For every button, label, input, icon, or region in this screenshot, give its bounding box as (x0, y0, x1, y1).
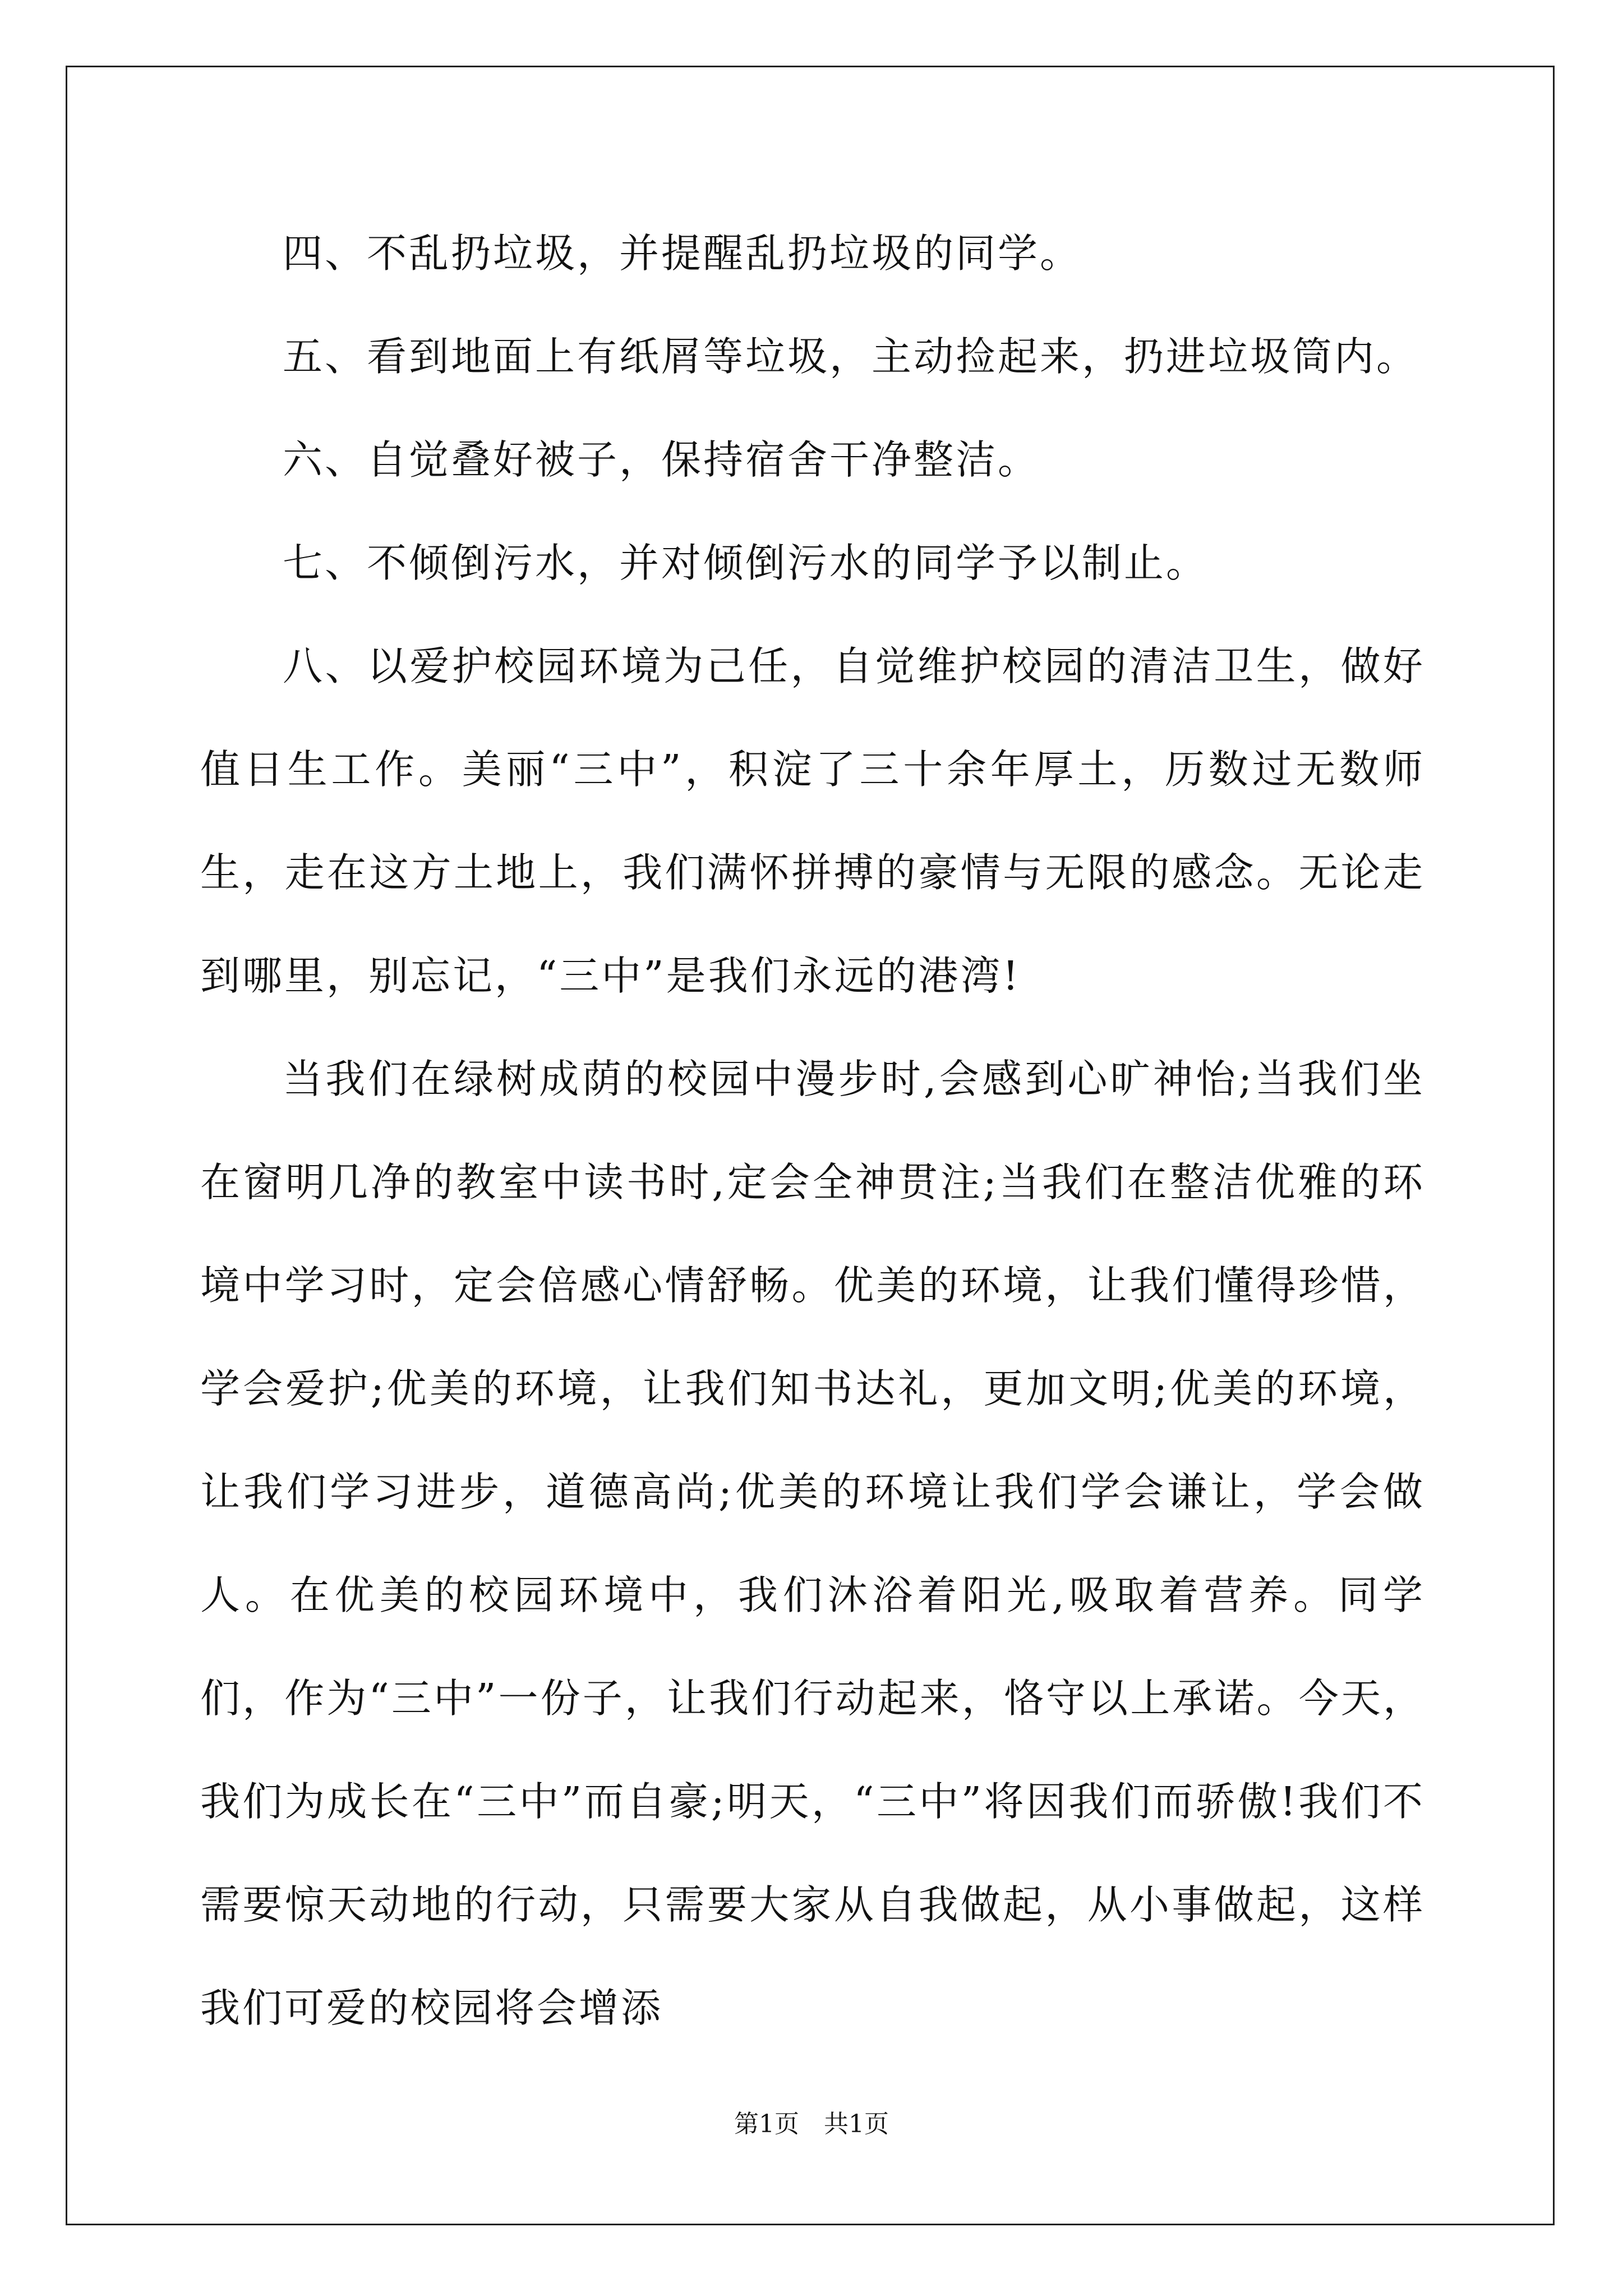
document-body (200, 202, 1425, 2098)
paragraph-rule-4: 四、不乱扔垃圾，并提醒乱扔垃圾的同学。 (283, 230, 1082, 277)
paragraph-closing: 当我们在绿树成荫的校园中漫步时,会感到心旷神怡;当我们坐在窗明几净的教室中读书时,定会全神贯注;当我们在整洁优雅的环境中学习时，定会倍感心情舒畅。优美的环境，让我们懂得珍惜，学会爱护;优美的环境，让我们知书达礼，更加文明;优美的环境，让我们学习进步，道德高尚;优美的环境让我们学会谦让，学会做人。在优美的校园环境中，我们沐浴着阳光,吸取着营养。同学们，作为“三中”一份子，让我们行动起来，恪守以上承诺。今天，我们为成长在“三中”而自豪;明天，“三中”将因我们而骄傲!我们不需要惊天动地的行动，只需要大家从自我做起，从小事做起，这样我们可爱的校园将会增添 (200, 1056, 1425, 2031)
paragraph-rule-7: 七、不倾倒污水，并对倾倒污水的同学予以制止。 (283, 540, 1209, 586)
paragraph-rule-8: 八、以爱护校园环境为己任，自觉维护校园的清洁卫生，做好值日生工作。美丽“三中”，积淀了三十余年厚土，历数过无数师生，走在这方土地上，我们满怀拼搏的豪情与无限的感念。无论走到哪里，别忘记，“三中”是我们永远的港湾! (200, 643, 1425, 999)
paragraph-rule-6: 六、自觉叠好被子，保持宿舍干净整洁。 (283, 436, 1040, 483)
paragraph-rule-5: 五、看到地面上有纸屑等垃圾，主动捡起来，扔进垃圾筒内。 (283, 333, 1419, 380)
page-number: 第1页 共1页 (734, 2110, 889, 2138)
